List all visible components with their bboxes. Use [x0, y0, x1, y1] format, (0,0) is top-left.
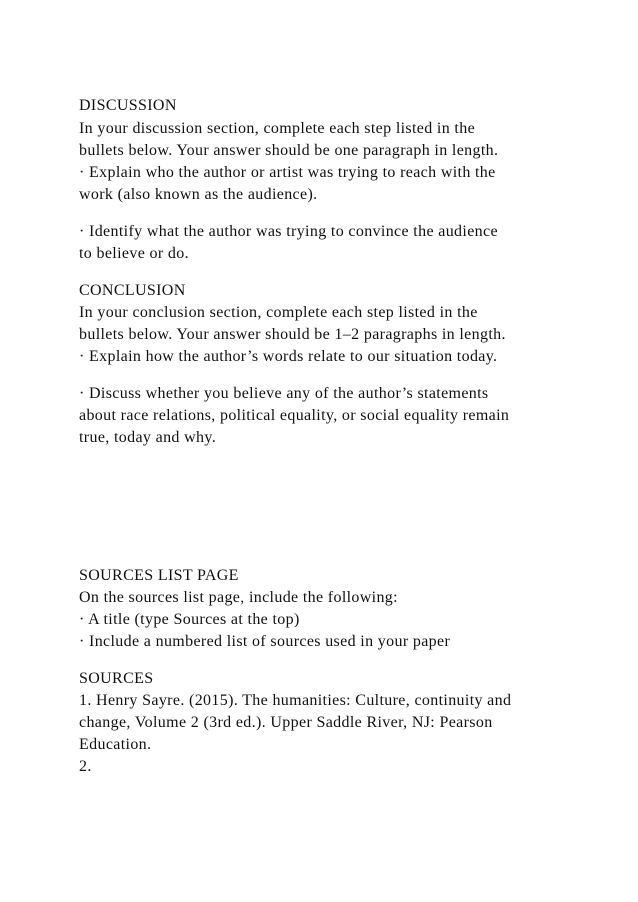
sources-list-page-bullet-title: · A title (type Sources at the top)	[79, 611, 300, 628]
sources-list-page-heading: SOURCES LIST PAGE	[79, 567, 239, 584]
discussion-intro-line: In your discussion section, complete each step listed in the	[79, 120, 476, 137]
source-item-1: change, Volume 2 (3rd ed.). Upper Saddle River, NJ: Pearson	[79, 714, 493, 731]
discussion-bullet-audience: work (also known as the audience).	[79, 186, 318, 203]
source-item-1: Education.	[79, 736, 152, 753]
sources-list-page-bullet-numbered: · Include a numbered list of sources used in your paper	[79, 633, 451, 650]
conclusion-intro-line: bullets below. Your answer should be 1–2 paragraphs in length.	[79, 326, 506, 343]
source-item-2: 2.	[79, 758, 92, 775]
conclusion-heading: CONCLUSION	[79, 282, 186, 299]
conclusion-bullet-discuss: · Discuss whether you believe any of the author’s statements	[79, 385, 489, 402]
conclusion-bullet-relate: · Explain how the author’s words relate to our situation today.	[79, 348, 498, 365]
sources-heading: SOURCES	[79, 670, 154, 687]
discussion-heading: DISCUSSION	[79, 97, 177, 114]
conclusion-bullet-discuss: true, today and why.	[79, 429, 217, 446]
conclusion-intro-line: In your conclusion section, complete each step listed in the	[79, 304, 478, 321]
source-item-1: 1. Henry Sayre. (2015). The humanities: Culture, continuity and	[79, 692, 512, 709]
sources-list-page-intro: On the sources list page, include the following:	[79, 589, 398, 606]
discussion-bullet-audience: · Explain who the author or artist was trying to reach with the	[79, 164, 496, 181]
conclusion-bullet-discuss: about race relations, political equality, or social equality remain	[79, 407, 510, 424]
discussion-bullet-convince: · Identify what the author was trying to convince the audience	[79, 223, 498, 240]
discussion-intro-line: bullets below. Your answer should be one paragraph in length.	[79, 142, 499, 159]
discussion-bullet-convince: to believe or do.	[79, 245, 189, 262]
